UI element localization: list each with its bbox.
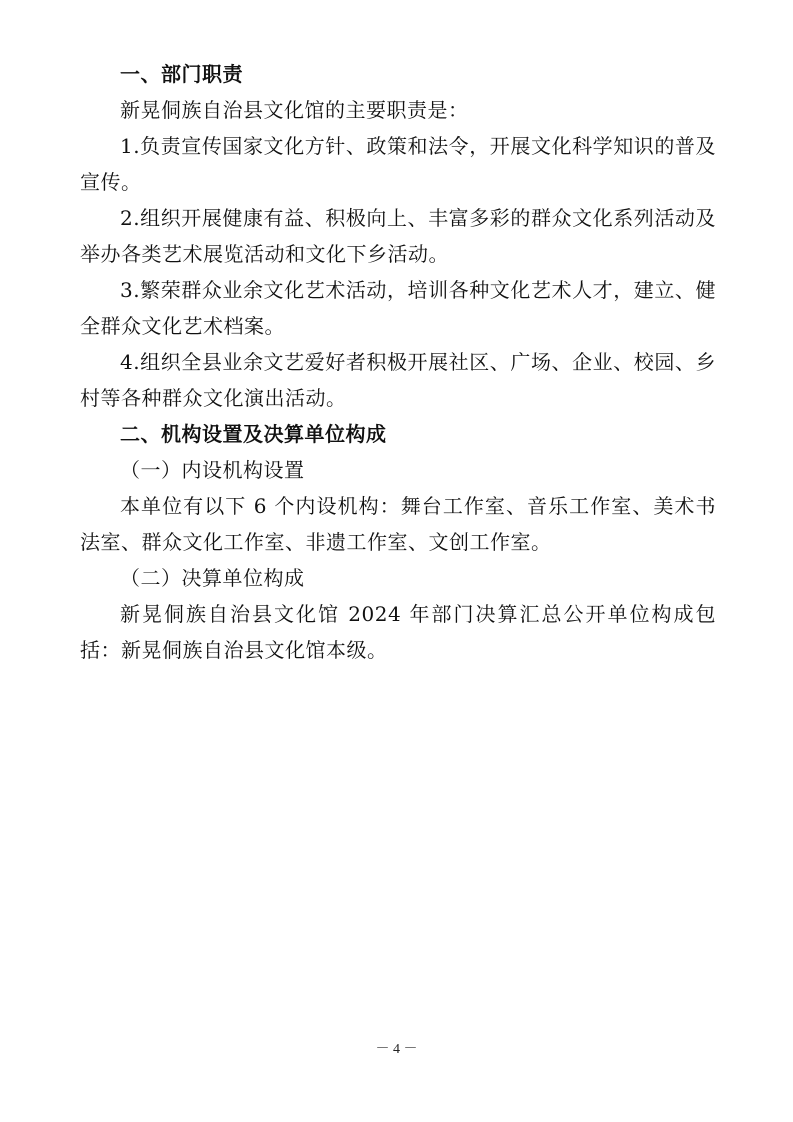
document-body xyxy=(80,56,716,668)
duties-intro: 新晃侗族自治县文化馆的主要职责是： xyxy=(120,98,469,122)
section-heading-structure: 二、机构设置及决算单位构成 xyxy=(120,422,387,446)
subsection-title-units: （二）决算单位构成 xyxy=(120,566,305,590)
duty-item-4: 4.组织全县业余文艺爱好者积极开展社区、广场、企业、校园、乡村等各种群众文化演出活动。 xyxy=(80,350,716,410)
page-number: － 4 － xyxy=(375,1042,418,1057)
duty-item-1: 1.负责宣传国家文化方针、政策和法令，开展文化科学知识的普及宣传。 xyxy=(80,134,716,194)
units-composition-text: 新晃侗族自治县文化馆 2024 年部门决算汇总公开单位构成包括：新晃侗族自治县文化馆本级。 xyxy=(80,602,716,662)
duty-item-2: 2.组织开展健康有益、积极向上、丰富多彩的群众文化系列活动及举办各类艺术展览活动和文化下乡活动。 xyxy=(80,206,716,266)
section-heading-duties: 一、部门职责 xyxy=(120,62,243,86)
internal-structure-text: 本单位有以下 6 个内设机构：舞台工作室、音乐工作室、美术书法室、群众文化工作室、非遗工作室、文创工作室。 xyxy=(80,494,716,554)
duty-item-3: 3.繁荣群众业余文化艺术活动，培训各种文化艺术人才，建立、健全群众文化艺术档案。 xyxy=(80,278,716,338)
subsection-title-internal: （一）内设机构设置 xyxy=(120,458,305,482)
